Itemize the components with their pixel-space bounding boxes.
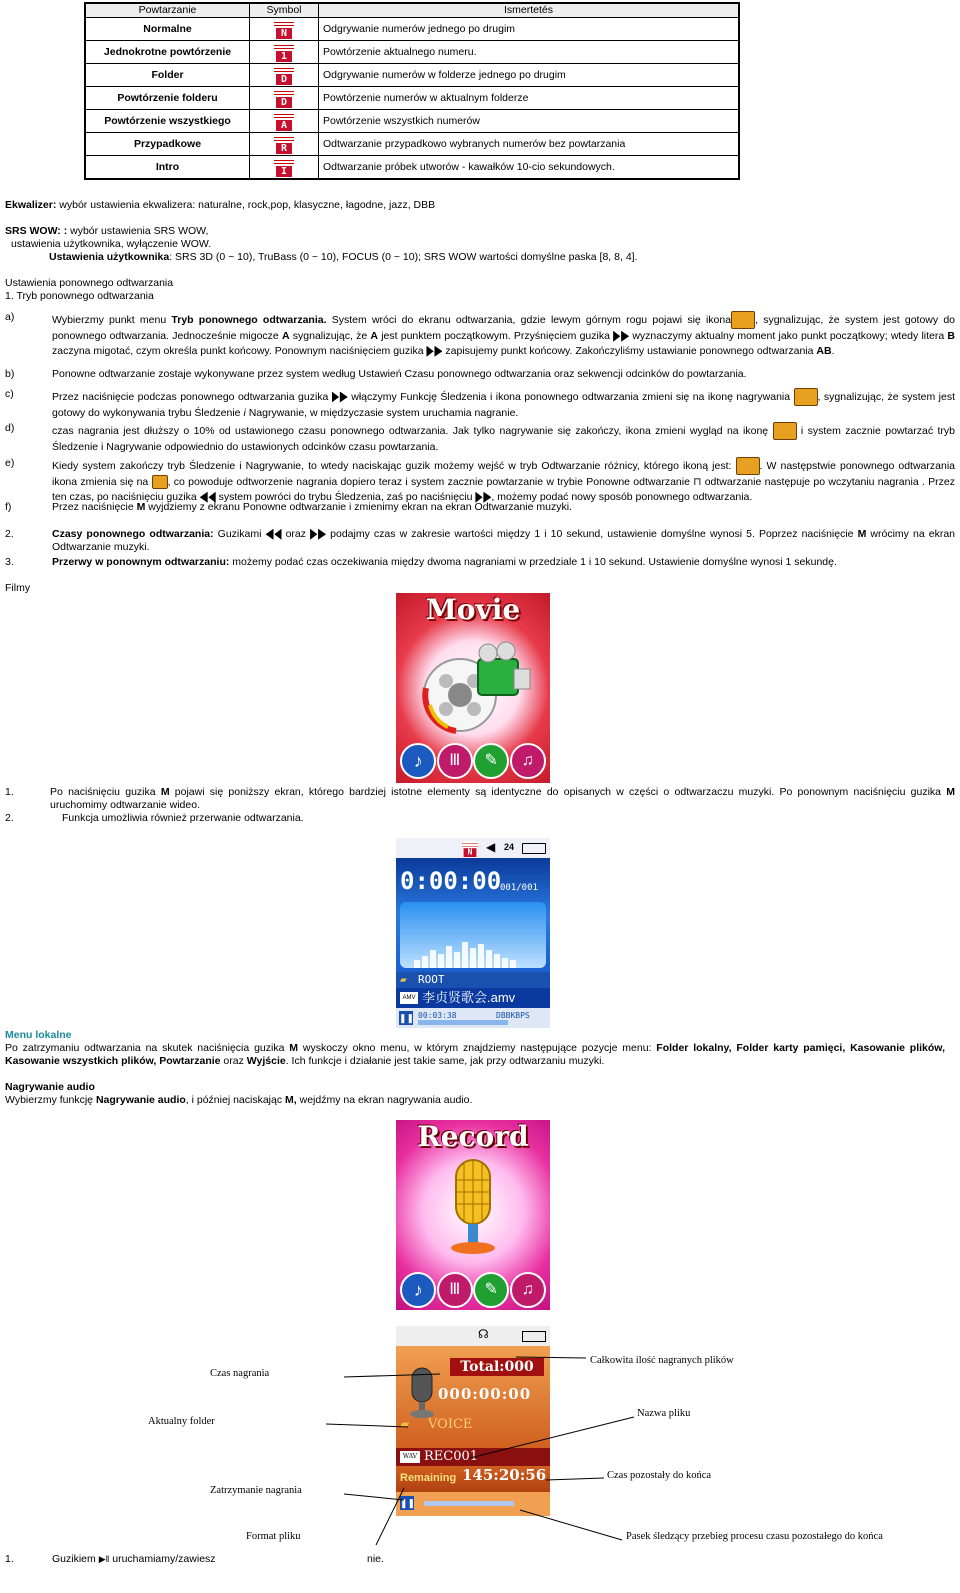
table-header: Powtarzanie xyxy=(85,3,250,18)
track-counter: 001/001 xyxy=(500,883,538,893)
audio-rec-title: Nagrywanie audio xyxy=(5,1081,95,1093)
display-area xyxy=(396,858,550,972)
annotation-total: Całkowita ilość nagranych plików xyxy=(590,1355,734,1366)
mode-name: Powtórzenie wszystkiego xyxy=(85,110,250,133)
table-header: Symbol xyxy=(250,3,319,18)
fast-forward-icon xyxy=(332,392,348,403)
mode-name: Powtórzenie folderu xyxy=(85,87,250,110)
progress-bar xyxy=(418,1020,508,1025)
mode-name: Intro xyxy=(85,156,250,180)
annotation-filename: Nazwa pliku xyxy=(637,1408,691,1419)
spectrum-bars xyxy=(400,938,546,968)
table-row xyxy=(85,110,739,133)
bitrate: DBBKBPS xyxy=(496,1011,530,1020)
repeat-one-icon: 1 xyxy=(274,42,294,62)
remaining-label: Remaining xyxy=(400,1472,457,1484)
repeat-normal-icon: N xyxy=(274,19,294,39)
file-name: REC001 xyxy=(424,1449,479,1464)
fast-forward-icon xyxy=(310,529,326,540)
mode-name: Folder xyxy=(85,64,250,87)
replay-title: Ustawienia ponownego odtwarzania xyxy=(5,277,174,289)
annotation-progress: Pasek śledzący przebieg procesu czasu pozostałego do końca xyxy=(626,1531,883,1542)
repeat-folder-icon: D xyxy=(274,88,294,108)
difference-playback-icon xyxy=(736,457,760,475)
status-bar xyxy=(396,838,550,858)
remaining-row xyxy=(396,1466,550,1492)
table-header-row xyxy=(85,3,739,18)
mode-desc: Odgrywanie numerów w folderze jednego po drugim xyxy=(319,64,740,87)
repeat-modes-table xyxy=(84,2,740,180)
table-row xyxy=(85,156,739,180)
srs-paragraph-cont: ustawienia użytkownika, wyłączenie WOW. xyxy=(11,238,212,250)
table-row xyxy=(85,87,739,110)
film-icon: Ⅲ xyxy=(437,743,473,779)
video-player-screenshot xyxy=(396,838,550,1028)
mode-desc: Powtórzenie wszystkich numerów xyxy=(319,110,740,133)
list-item: 2. Czasy ponownego odtwarzania: Guzikami oraz podajmy czas w zakresie wartości między 1 i 10 sekund, ustawienie domyślne wynosi 5. Poprzez naciśnięcie M wrócimy na ekran Odtwarzanie muzyki. xyxy=(5,528,956,553)
file-row xyxy=(396,1448,550,1466)
pause-icon: ❚❚ xyxy=(400,1498,416,1508)
fast-forward-icon xyxy=(426,346,442,357)
volume-level: 24 xyxy=(504,842,515,852)
recording-screenshot xyxy=(396,1326,550,1516)
list-item: a) Wybierzmy punkt menu Tryb ponownego odtwarzania. System wróci do ekranu odtwarzania, gdzie lewym górnym rogu pojawi się ikona , sygnalizując, że system jest gotowy do ponownego odtwarzania. Jednocześnie migocze A sygnalizując, że A jest punktem początkowym. Przyśnięciem guzika wyznaczymy aktualny moment jako punkt początkowy; wtedy litera B zaczyna migotać, czym określa punkt końcowy. Ponownym naciśnięciem guzika zapisujemy punkt końcowy. Zakończyliśmy ustawianie ponownego odtwarzania AB. xyxy=(5,311,956,357)
time-display: 0:00:00 xyxy=(400,867,502,895)
random-icon: R xyxy=(274,134,294,154)
record-banner: Record xyxy=(417,1120,529,1153)
repeat-normal-icon: N xyxy=(462,841,478,857)
mode-desc: Powtórzenie numerów w aktualnym folderze xyxy=(319,87,740,110)
local-menu-title: Menu lokalne xyxy=(5,1029,72,1041)
table-row xyxy=(85,64,739,87)
mode-desc: Odgrywanie numerów jednego po drugim xyxy=(319,18,740,41)
folder-row xyxy=(396,972,550,988)
progress-bar xyxy=(424,1501,514,1506)
record-menu-screenshot xyxy=(396,1120,550,1310)
battery-icon xyxy=(522,843,546,854)
status-bar xyxy=(396,1326,550,1346)
table-header: Ismertetés xyxy=(319,3,740,18)
play-pause-icon: ▶‖ xyxy=(98,1554,110,1564)
remaining-time: 145:20:56 xyxy=(462,1466,547,1484)
list-item: e) Kiedy system zakończy tryb Śledzenie i Nagrywanie, to wtedy naciskając guzik możemy wejść w tryb Odtwarzanie różnicy, którego ikoną jest: . W następstwie ponownego odtwarzania ikona zmienia się na , co powoduje odtworzenie nagrania dopiero teraz i system zacznie powtarzanie w trybie Ponowne odtwarzanie ⊓ odtwarzanie następuje po wczytaniu nagrania . Przez ten czas, po naciśnięciu guzika system powróci do trybu Śledzenia, zaś po naciśnięciu , możemy podać nowy sposób ponownego odtwarzania. xyxy=(5,457,955,503)
table-row xyxy=(85,41,739,64)
intro-icon: I xyxy=(274,157,294,177)
folder-name: ROOT xyxy=(418,973,445,986)
battery-icon xyxy=(522,1331,546,1342)
music-note-icon: ♪ xyxy=(400,743,436,779)
folder-icon: D xyxy=(274,65,294,85)
list-item: d) czas nagrania jest dłuższy o 10% od ustawionego czasu ponownego odtwarzania. Jak tylko nagrywanie się zakończy, ikona zmieni wygląd na ikonę i system zacznie powtarzać tryb Śledzenie i Nagrywanie odpowiednio do ustawionych odcinków czasu powtarzania. xyxy=(5,422,955,453)
equalizer-paragraph: Ekwalizer: wybór ustawienia ekwalizera: naturalne, rock,pop, klasyczne, łagodne, jazz, DBB xyxy=(5,199,436,211)
folder-name: VOICE xyxy=(428,1417,473,1432)
record-time: 000:00:00 xyxy=(438,1385,532,1403)
replay-subtitle: 1. Tryb ponownego odtwarzania xyxy=(5,290,154,302)
audio-rec-paragraph: Wybierzmy funkcję Nagrywanie audio, i później naciskając M, wejdźmy na ekran nagrywania audio. xyxy=(5,1094,473,1106)
table-row xyxy=(85,18,739,41)
folder-icon: ▰ xyxy=(400,973,407,986)
record-icon xyxy=(794,388,818,406)
mode-name: Normalne xyxy=(85,18,250,41)
mode-desc: Powtórzenie aktualnego numeru. xyxy=(319,41,740,64)
microphone-icon xyxy=(404,1364,440,1420)
repeat-all-icon: A xyxy=(274,111,294,131)
repeat-follow-icon xyxy=(773,422,797,440)
annotation-format: Format pliku xyxy=(246,1531,301,1542)
local-menu-paragraph: Po zatrzymaniu odtwarzania na skutek naciśnięcia guzika M wyskoczy okno menu, w którym znajdziemy następujące pozycje menu: Folder lokalny, Folder karty pamięci, Kasowanie plików, Kasowanie wszystkich plików, Powtarzanie oraz Wyjście. Ich funkcje i działanie jest takie same, jak przy odtwarzaniu muzyki. xyxy=(5,1042,945,1067)
mode-name: Jednokrotne powtórzenie xyxy=(85,41,250,64)
speaker-icon: ♫ xyxy=(510,743,546,779)
music-note-icon: ♪ xyxy=(400,1272,436,1308)
pause-icon: ❚❚ xyxy=(399,1013,415,1023)
annotation-stop: Zatrzymanie nagrania xyxy=(210,1485,302,1496)
rewind-icon xyxy=(266,529,282,540)
volume-icon: ◀ xyxy=(486,840,496,854)
elapsed-time: 00:03:38 xyxy=(418,1011,457,1020)
total-files: Total:000 xyxy=(450,1358,544,1376)
film-icon: Ⅲ xyxy=(437,1272,473,1308)
folder-icon: ▰ xyxy=(400,1417,410,1431)
display-area xyxy=(396,1346,550,1448)
films-title: Filmy xyxy=(5,582,31,594)
movie-menu-screenshot xyxy=(396,593,550,783)
srs-paragraph: SRS WOW: : wybór ustawienia SRS WOW, xyxy=(5,225,209,237)
fast-forward-icon xyxy=(613,331,629,342)
microphone-icon: ✎ xyxy=(473,1272,509,1308)
movie-banner: Movie xyxy=(425,593,521,626)
file-format-icon: WAV xyxy=(400,1451,420,1463)
list-item: 1. Po naciśnięciu guzika M pojawi się poniższy ekran, którego bardziej istotne elementy są identyczne do opisanych w części o odtwarzaczu muzyki. Po ponownym naciśnięciu guzika M uruchomimy odtwarzanie wideo. xyxy=(5,786,955,811)
bottom-menu-icons xyxy=(400,743,546,779)
annotation-current-folder: Aktualny folder xyxy=(148,1416,215,1427)
annotation-record-time: Czas nagrania xyxy=(210,1368,270,1379)
list-item: c) Przez naciśnięcie podczas ponownego odtwarzania guzika włączymy Funkcję Śledzenia i ikona ponownego odtwarzania zmieni się na ikonę nagrywania , sygnalizując, że system jest gotowy do wykonywania trybu Śledzenie i Nagrywanie, w międzyczasie system uruchamia nagranie. xyxy=(5,388,956,419)
table-row xyxy=(85,133,739,156)
file-row xyxy=(396,988,550,1008)
file-name: 李贞贤歌会.amv xyxy=(422,990,516,1005)
annotation-remaining: Czas pozostały do końca xyxy=(607,1470,712,1481)
progress-row xyxy=(396,1492,550,1516)
speaker-icon: ♫ xyxy=(510,1272,546,1308)
mode-name: Przypadkowe xyxy=(85,133,250,156)
replay-icon xyxy=(731,311,755,329)
playback-icon xyxy=(152,475,168,489)
headphones-icon: ☊ xyxy=(478,1327,489,1341)
file-format-icon: AMV xyxy=(400,992,418,1004)
mode-desc: Odtwarzanie próbek utworów - kawałków 10-cio sekundowych. xyxy=(319,156,740,180)
bottom-menu-icons xyxy=(400,1272,546,1308)
microphone-icon: ✎ xyxy=(473,743,509,779)
srs-user-settings: Ustawienia użytkownika: SRS 3D (0 ~ 10), TruBass (0 ~ 10), FOCUS (0 ~ 10); SRS WOW wartości domyślne paska [8, 8, 4]. xyxy=(49,251,638,263)
mode-desc: Odtwarzanie przypadkowo wybranych numerów bez powtarzania xyxy=(319,133,740,156)
progress-row xyxy=(396,1008,550,1028)
